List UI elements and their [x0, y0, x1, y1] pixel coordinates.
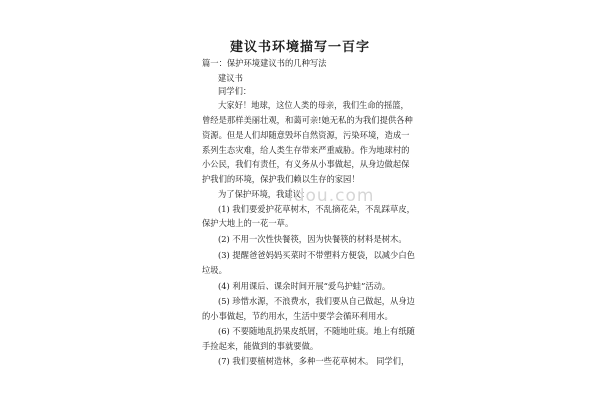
section-heading: 篇一：保护环境建议书的几种写法 [202, 58, 327, 68]
proposal-intro: 为了保护环境，我建议： [218, 189, 310, 199]
proposal-item: (4) 利用课后、课余时间开展“爱鸟护蛙”活动。 [218, 281, 391, 291]
proposal-item: 的小事做起，节约用水，生活中要学会循环利用水。 [202, 311, 393, 321]
proposal-item: (2) 不用一次性快餐筷，因为快餐筷的材料是树木。 [218, 234, 407, 244]
paragraph-line: 护我们的环境，保护我们赖以生存的家园！ [202, 174, 360, 184]
proposal-item: (6) 不要随地乱扔果皮纸屑，不随地吐痰。地上有纸随 [218, 326, 415, 336]
paragraph-line: 小公民，我们有责任，有义务从小事做起，从身边做起保 [202, 159, 410, 169]
watermark: idou.com [288, 186, 375, 206]
paragraph-line: 系列生态灾难，给人类生存带来严重威胁。作为地球村的 [202, 145, 410, 155]
proposal-item: (5) 珍惜水源，不浪费水，我们要从自己做起，从身边 [218, 296, 415, 306]
document-title: 建议书环境描写一百字 [229, 40, 370, 55]
proposal-item: (3) 提醒爸爸妈妈买菜时不带塑料方便袋，以减少白色 [218, 250, 415, 260]
proposal-item: (7) 我们要植树造林，多种一些花草树木。 同学们， [218, 356, 410, 366]
salutation: 同学们： [218, 86, 252, 96]
proposal-item: 垃圾。 [202, 265, 227, 275]
paragraph-line: 曾经是那样美丽壮观，和蔼可亲!她无私的为我们提供各种 [202, 115, 413, 125]
proposal-item: (1) 我们要爱护花草树木，不乱摘花朵，不乱踩草皮， [218, 204, 415, 214]
proposal-item: 手捡起来，能做到的事就要做。 [202, 341, 319, 351]
proposal-item: 保护大地上的一花一草。 [202, 218, 294, 228]
letter-title: 建议书 [218, 73, 243, 83]
paragraph-line: 大家好！地球，这位人类的母亲，我们生命的摇篮， [218, 100, 409, 110]
paragraph-line: 资源。但是人们却随意毁坏自然资源，污染环境，造成一 [202, 130, 410, 140]
